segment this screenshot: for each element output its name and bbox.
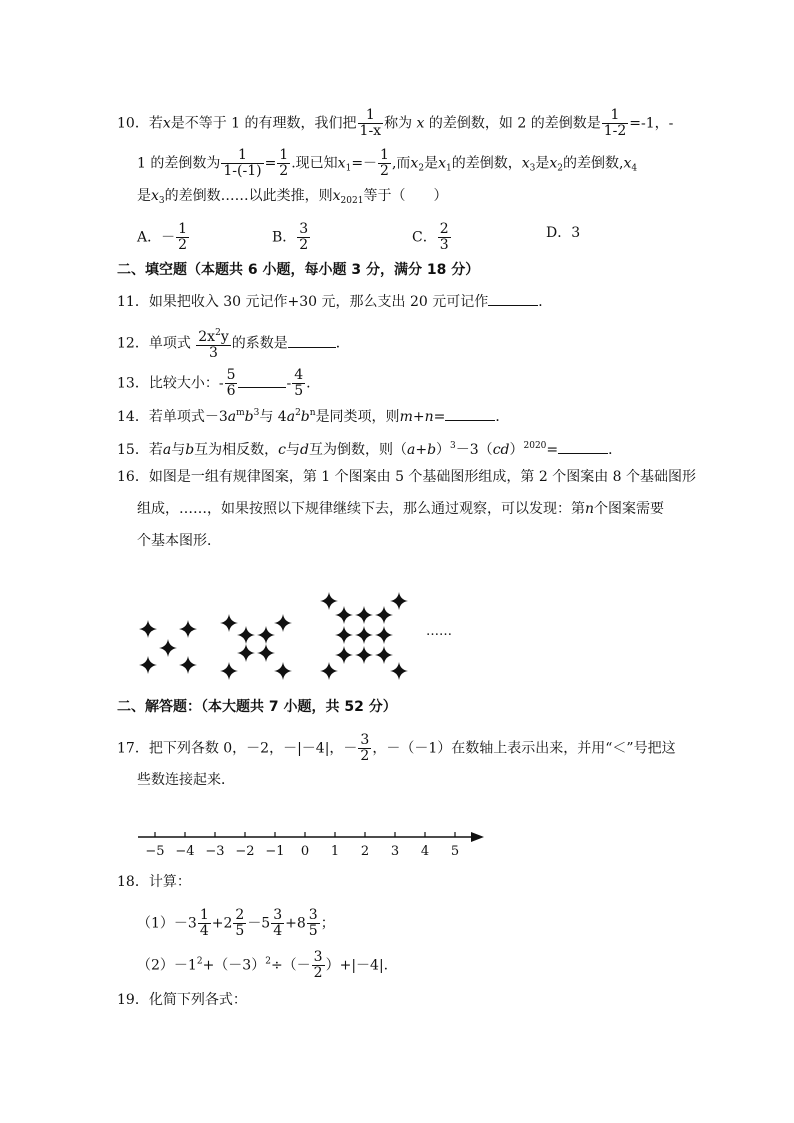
q18-title: 18．计算： <box>117 874 191 890</box>
pattern-ellipsis: …… <box>426 624 452 639</box>
q18-part-1: （1）－3 $\frac{1}{4}$ +2 $\frac{2}{5}$ －5 $\frac{3}{4}$ +8 $\frac{3}{5}$ ； <box>137 907 335 939</box>
star-icon <box>375 646 393 664</box>
star-icon <box>320 662 338 680</box>
star-icon <box>355 606 373 624</box>
star-icon <box>335 626 353 644</box>
axis-tick-label: −4 <box>175 844 195 859</box>
axis-tick-label: 2 <box>360 844 370 859</box>
star-icon <box>320 592 338 610</box>
star-icon <box>179 656 197 674</box>
star-icon <box>274 614 292 632</box>
star-icon <box>179 620 197 638</box>
star-icon <box>375 606 393 624</box>
section-answer-title: 二、解答题：（本大题共 7 小题，共 52 分） <box>117 699 397 715</box>
star-icon <box>390 662 408 680</box>
star-icon <box>390 592 408 610</box>
number-line <box>138 828 488 862</box>
fraction: $\frac{1}{1-x}$ <box>359 107 382 139</box>
q16-line-3: 个基本图形． <box>137 533 221 549</box>
star-icon <box>335 606 353 624</box>
number-line-axis <box>138 828 488 842</box>
star-icon <box>257 626 275 644</box>
q16-line-1: 16．如图是一组有规律图案，第 1 个图案由 5 个基础图形组成，第 2 个图案由 8 个基础图形 <box>117 469 697 485</box>
axis-tick-label: −2 <box>235 844 255 859</box>
q10-option-c: C． $\frac{2}{3}$ <box>412 221 449 253</box>
q15: 15．若a与b互为相反数，c与d互为倒数，则$(a+b)^3-3(cd)^{2020}=$ ． <box>117 441 623 458</box>
arrow-icon <box>471 832 484 842</box>
q10-option-a: A．－ $\frac{1}{2}$ <box>137 221 188 253</box>
fraction: $\frac{1}{1-(-1)}$ <box>223 147 262 179</box>
q10-option-d: D．3 <box>546 225 581 241</box>
star-icon <box>159 639 177 657</box>
q11: 11．如果把收入 30 元记作+30 元，那么支出 20 元可记作 ． <box>117 294 553 310</box>
axis-tick-label: 0 <box>300 844 310 859</box>
star-pattern-figure <box>130 585 470 690</box>
star-icon <box>220 662 238 680</box>
axis-tick-label: 1 <box>330 844 340 859</box>
q17-line-1: 17．把下列各数 0，－2，－|－4|，－ $\frac{3}{2}$ ，－（－1）在数轴上表示出来，并用“＜”号把这 <box>117 732 676 764</box>
q18-part-2: $(2)-1^2+(-3)^2\div(-$ $\frac{3}{2}$ ）+|－4|. <box>137 949 389 981</box>
q16-line-2: 组成，……，如果按照以下规律继续下去，那么通过观察，可以发现：第n个图案需要 <box>137 501 665 517</box>
q19-title: 19．化简下列各式： <box>117 992 247 1008</box>
axis-tick-label: 4 <box>420 844 430 859</box>
star-icon <box>220 614 238 632</box>
fraction: $\frac{2x^2y}{3}$ <box>198 328 229 361</box>
star-icon <box>139 620 157 638</box>
star-icon <box>355 646 373 664</box>
axis-tick-label: −1 <box>265 844 285 859</box>
q14: 14．若单项式$-3a^mb^3$与 $4a^2b^n$是同类项，则m+n= ． <box>117 408 510 425</box>
q10-line-3: 是$x_3$的差倒数……以此类推，则$x_{2021}$等于（ ） <box>137 188 448 206</box>
star-icon <box>139 656 157 674</box>
q17-line-2: 些数连接起来． <box>137 772 235 788</box>
q10-line-2: 1 的差倒数为 $\frac{1}{1-(-1)}$ = $\frac{1}{2}$ .现已知$x_1=-$ $\frac{1}{2}$ ,而$x_2$是$x_1$的差倒数，$x_3$是$x_2$的差倒数$,x_4$ <box>137 147 638 179</box>
q10-line-1: 10．若x是不等于 1 的有理数，我们把 $\frac{1}{1-x}$ 称为 x 的差倒数，如 2 的差倒数是 $\frac{1}{1-2}$ =-1，- <box>117 107 674 139</box>
q13: 13．比较大小：- $\frac{5}{6}$ - $\frac{4}{5}$ . <box>117 367 311 399</box>
q12: 12．单项式 $\frac{2x^2y}{3}$ 的系数是 ． <box>117 328 350 361</box>
star-icon <box>237 644 255 662</box>
q10-option-b: B． $\frac{3}{2}$ <box>272 221 309 253</box>
fraction: $\frac{1}{2}$ <box>380 147 389 179</box>
axis-tick-label: −5 <box>145 844 165 859</box>
section-fill-blank-title: 二、填空题（本题共 6 小题，每小题 3 分，满分 18 分） <box>117 262 480 278</box>
star-icon <box>257 644 275 662</box>
axis-tick-label: −3 <box>205 844 225 859</box>
axis-tick-label: 5 <box>450 844 460 859</box>
fraction: $\frac{1}{2}$ <box>279 147 289 179</box>
star-icon <box>375 626 393 644</box>
fraction: $\frac{1}{1-2}$ <box>603 107 627 139</box>
axis-tick-label: 3 <box>390 844 400 859</box>
star-icon <box>335 646 353 664</box>
star-icon <box>274 662 292 680</box>
star-icon <box>237 626 255 644</box>
star-icon <box>355 626 373 644</box>
